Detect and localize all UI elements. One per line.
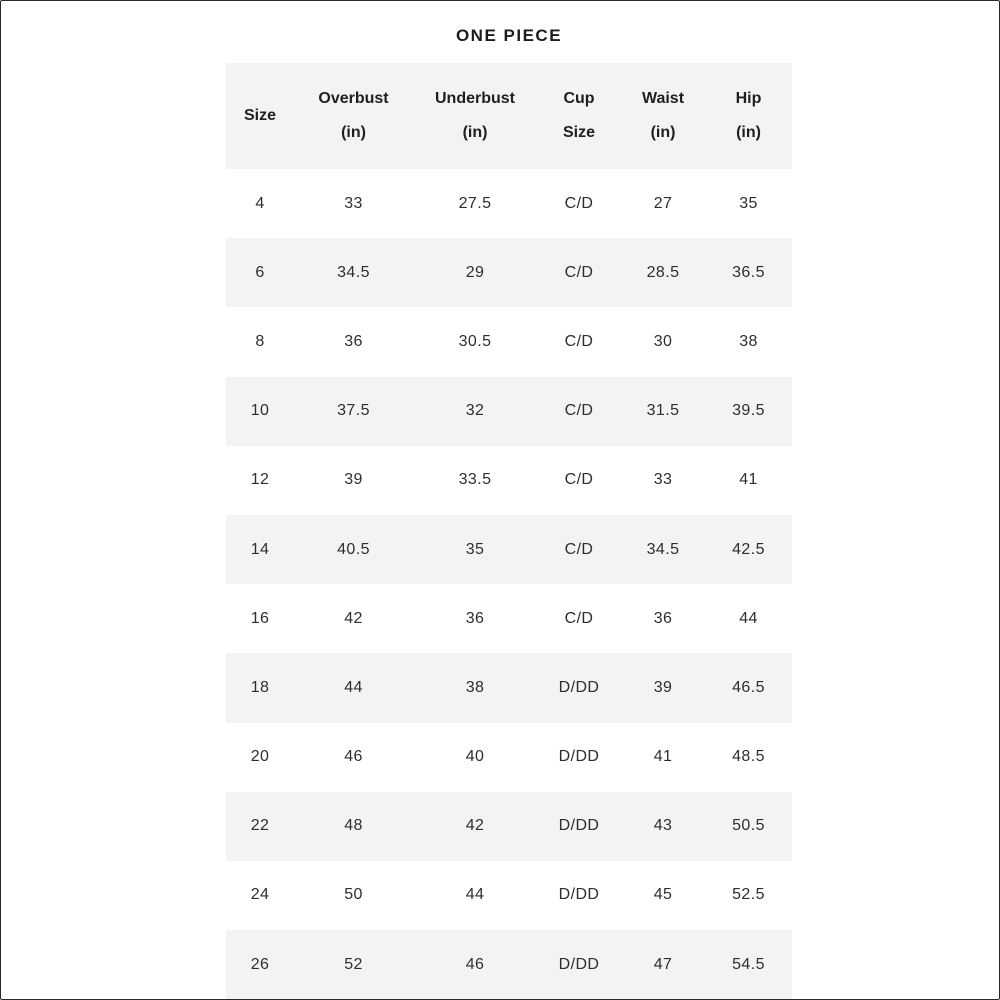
cell-cup-size: C/D — [564, 471, 594, 489]
header-cup-unit: Size — [562, 124, 595, 141]
cell-waist: 41 — [653, 748, 673, 766]
header-size — [226, 63, 294, 169]
header-underbust-label: Underbust — [435, 90, 515, 107]
cell-size: 6 — [255, 263, 265, 281]
cell-overbust: 46 — [344, 748, 363, 766]
size-chart — [226, 8, 792, 998]
cell-underbust: 32 — [465, 402, 485, 420]
cell-hip: 42.5 — [732, 540, 765, 558]
cell-waist: 31.5 — [646, 402, 680, 420]
cell-overbust: 44 — [344, 678, 363, 696]
cell-overbust: 33 — [344, 194, 363, 212]
cell-cup-size: D/DD — [558, 748, 600, 766]
table-row — [226, 307, 792, 376]
cell-size: 14 — [250, 540, 270, 558]
cell-cup-size: D/DD — [558, 955, 600, 973]
cell-size: 26 — [250, 955, 270, 973]
cell-overbust: 42 — [344, 609, 363, 627]
cell-underbust: 35 — [465, 540, 485, 558]
cell-hip: 36.5 — [732, 263, 765, 281]
header-overbust-label: Overbust — [318, 90, 389, 107]
cell-underbust: 40 — [465, 748, 485, 766]
cell-cup-size: C/D — [564, 540, 594, 558]
cell-overbust: 52 — [344, 955, 363, 973]
table-body — [226, 169, 792, 999]
cell-overbust: 40.5 — [337, 540, 370, 558]
cell-overbust: 48 — [344, 817, 363, 835]
cell-hip: 41 — [739, 471, 758, 489]
table-row — [226, 238, 792, 307]
cell-overbust: 34.5 — [337, 263, 370, 281]
cell-waist: 34.5 — [646, 540, 680, 558]
cell-size: 22 — [250, 817, 270, 835]
header-size-label: Size — [243, 107, 276, 124]
cell-waist: 47 — [653, 955, 673, 973]
cell-overbust: 50 — [344, 886, 363, 904]
cell-cup-size: C/D — [564, 194, 594, 212]
header-hip-label: Hip — [735, 90, 762, 107]
cell-size: 16 — [250, 609, 270, 627]
table-row — [226, 377, 792, 446]
cell-cup-size: C/D — [564, 609, 594, 627]
cell-size: 12 — [250, 471, 270, 489]
cell-underbust: 33.5 — [458, 471, 492, 489]
cell-overbust: 37.5 — [337, 402, 370, 420]
cell-underbust: 38 — [465, 678, 485, 696]
cell-waist: 27 — [653, 194, 673, 212]
cell-hip: 46.5 — [732, 678, 765, 696]
cell-waist: 43 — [653, 817, 673, 835]
table-row — [226, 169, 792, 238]
cell-hip: 39.5 — [732, 402, 765, 420]
cell-size: 18 — [250, 678, 270, 696]
header-hip — [705, 63, 792, 169]
cell-hip: 52.5 — [732, 886, 765, 904]
cell-size: 8 — [255, 332, 265, 350]
cell-underbust: 27.5 — [458, 194, 492, 212]
cell-hip: 50.5 — [732, 817, 765, 835]
header-waist-label: Waist — [641, 90, 685, 107]
cell-hip: 44 — [739, 609, 758, 627]
table-row — [226, 446, 792, 515]
table-title: ONE PIECE — [455, 25, 563, 45]
size-table — [226, 63, 792, 999]
cell-waist: 36 — [653, 609, 673, 627]
cell-waist: 33 — [653, 471, 673, 489]
header-cup-label: Cup — [563, 90, 595, 107]
cell-hip: 48.5 — [732, 748, 765, 766]
header-waist-unit: (in) — [650, 124, 676, 141]
cell-hip: 54.5 — [732, 955, 765, 973]
table-row — [226, 861, 792, 930]
cell-cup-size: D/DD — [558, 817, 600, 835]
table-row — [226, 515, 792, 584]
cell-underbust: 42 — [465, 817, 485, 835]
cell-cup-size: C/D — [564, 263, 594, 281]
cell-underbust: 30.5 — [458, 332, 492, 350]
table-row — [226, 930, 792, 999]
cell-waist: 45 — [653, 886, 673, 904]
header-underbust — [413, 63, 537, 169]
table-row — [226, 792, 792, 861]
cell-waist: 28.5 — [646, 263, 680, 281]
table-row — [226, 584, 792, 653]
cell-underbust: 36 — [465, 609, 485, 627]
cell-underbust: 44 — [465, 886, 485, 904]
cell-underbust: 29 — [465, 263, 485, 281]
cell-waist: 30 — [653, 332, 673, 350]
cell-overbust: 36 — [344, 332, 363, 350]
cell-hip: 35 — [739, 194, 758, 212]
header-waist — [621, 63, 705, 169]
header-overbust-unit: (in) — [341, 124, 366, 141]
header-underbust-unit: (in) — [462, 124, 488, 141]
cell-size: 24 — [250, 886, 270, 904]
cell-underbust: 46 — [465, 955, 485, 973]
table-row — [226, 723, 792, 792]
cell-cup-size: D/DD — [558, 678, 600, 696]
table-row — [226, 653, 792, 722]
cell-size: 4 — [255, 194, 265, 212]
cell-waist: 39 — [653, 678, 673, 696]
header-row — [226, 63, 792, 169]
header-hip-unit: (in) — [736, 124, 761, 141]
cell-size: 10 — [250, 402, 270, 420]
table-header — [226, 63, 792, 169]
header-overbust — [294, 63, 413, 169]
cell-size: 20 — [250, 748, 270, 766]
cell-cup-size: D/DD — [558, 886, 600, 904]
cell-overbust: 39 — [344, 471, 363, 489]
cell-hip: 38 — [739, 332, 758, 350]
cell-cup-size: C/D — [564, 402, 594, 420]
cell-cup-size: C/D — [564, 332, 594, 350]
header-cup-size — [537, 63, 621, 169]
